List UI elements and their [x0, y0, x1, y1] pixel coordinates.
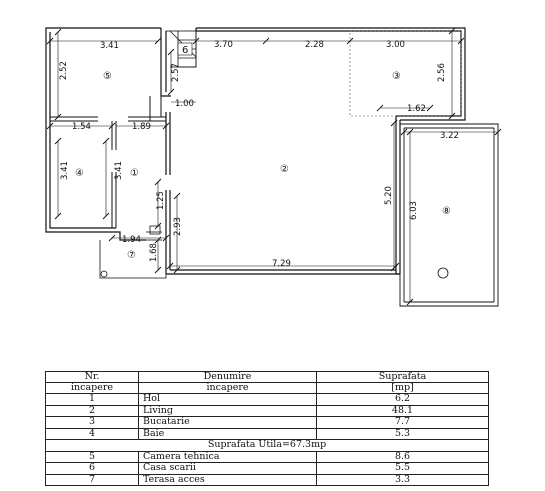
room-nr-cell: 4 [46, 428, 139, 440]
room-area-cell: 5.5 [317, 463, 489, 475]
header-name-line1: Denumire [139, 372, 317, 383]
dim-7-29: 7.29 [272, 259, 291, 269]
header-name-line2: incapere [139, 383, 317, 394]
floor-drain-terrace-8 [438, 268, 448, 278]
dim-2-56: 2.56 [437, 63, 447, 82]
dim-1-54: 1.54 [72, 122, 91, 132]
room-name-cell: Hol [139, 394, 317, 406]
summary-row [46, 440, 489, 452]
room-number-4: ④ [75, 168, 84, 179]
table-row [46, 417, 489, 429]
dim-3-00: 3.00 [386, 40, 405, 50]
header-area-line2: [mp] [317, 383, 489, 394]
header-area-line1: Suprafata [317, 372, 489, 383]
room-nr-cell: 1 [46, 394, 139, 406]
table-row [46, 405, 489, 417]
dim-2-28: 2.28 [305, 40, 324, 50]
dim-3-41-top: 3.41 [100, 41, 119, 51]
summary-utila: Suprafata Utila=67.3mp [46, 440, 489, 452]
room-area-cell: 6.2 [317, 394, 489, 406]
room-area-cell: 48.1 [317, 405, 489, 417]
dim-1-00: 1.00 [175, 99, 194, 109]
room-name-cell: Living [139, 405, 317, 417]
room-area-cell: 3.3 [317, 474, 489, 486]
room-number-1: ① [130, 168, 139, 179]
table-row [46, 474, 489, 486]
room-name-cell: Baie [139, 428, 317, 440]
dim-1-62: 1.62 [407, 104, 426, 114]
dim-2-57: 2.57 [171, 63, 181, 82]
floor-drain-terrace-7 [101, 271, 107, 277]
room-name-cell: Bucatarie [139, 417, 317, 429]
room-area-cell: 8.6 [317, 451, 489, 463]
room-number-2: ② [280, 164, 289, 175]
dim-3-41-mid: 3.41 [114, 161, 124, 180]
table-row [46, 428, 489, 440]
dim-3-22: 3.22 [440, 131, 459, 141]
table-body-other [46, 451, 489, 486]
room-name-cell: Camera tehnica [139, 451, 317, 463]
room-number-6: 6 [182, 45, 189, 56]
table-body-utila [46, 394, 489, 440]
room-number-5: ⑤ [103, 71, 112, 82]
room-nr-cell: 5 [46, 451, 139, 463]
room-name-cell: Casa scarii [139, 463, 317, 475]
room-area-table [45, 371, 489, 486]
table-row [46, 394, 489, 406]
room-nr-cell: 6 [46, 463, 139, 475]
dim-1-25: 1.25 [156, 191, 166, 210]
room-nr-cell: 2 [46, 405, 139, 417]
room-number-3: ③ [392, 71, 401, 82]
dim-5-20: 5.20 [384, 186, 394, 205]
room-name-cell: Terasa acces [139, 474, 317, 486]
room-number-7: ⑦ [127, 250, 136, 261]
room-area-cell: 7.7 [317, 417, 489, 429]
table-row [46, 451, 489, 463]
dim-2-52: 2.52 [59, 61, 69, 80]
dim-6-03: 6.03 [409, 201, 419, 220]
header-nr-line1: Nr. [46, 372, 139, 383]
dim-3-70: 3.70 [214, 40, 233, 50]
header-nr-line2: incapere [46, 383, 139, 394]
dim-1-68: 1.68 [149, 243, 159, 262]
table-header-row-2 [46, 383, 489, 394]
room-nr-cell: 3 [46, 417, 139, 429]
dim-1-94: 1.94 [122, 235, 141, 245]
room-number-8: ⑧ [442, 206, 451, 217]
table-header-row-1 [46, 372, 489, 383]
room-nr-cell: 7 [46, 474, 139, 486]
table-row [46, 463, 489, 475]
dim-2-93: 2.93 [173, 217, 183, 236]
exterior-walls [46, 28, 465, 274]
dim-1-89: 1.89 [132, 122, 151, 132]
dim-3-41-left: 3.41 [60, 161, 70, 180]
room-area-cell: 5.3 [317, 428, 489, 440]
